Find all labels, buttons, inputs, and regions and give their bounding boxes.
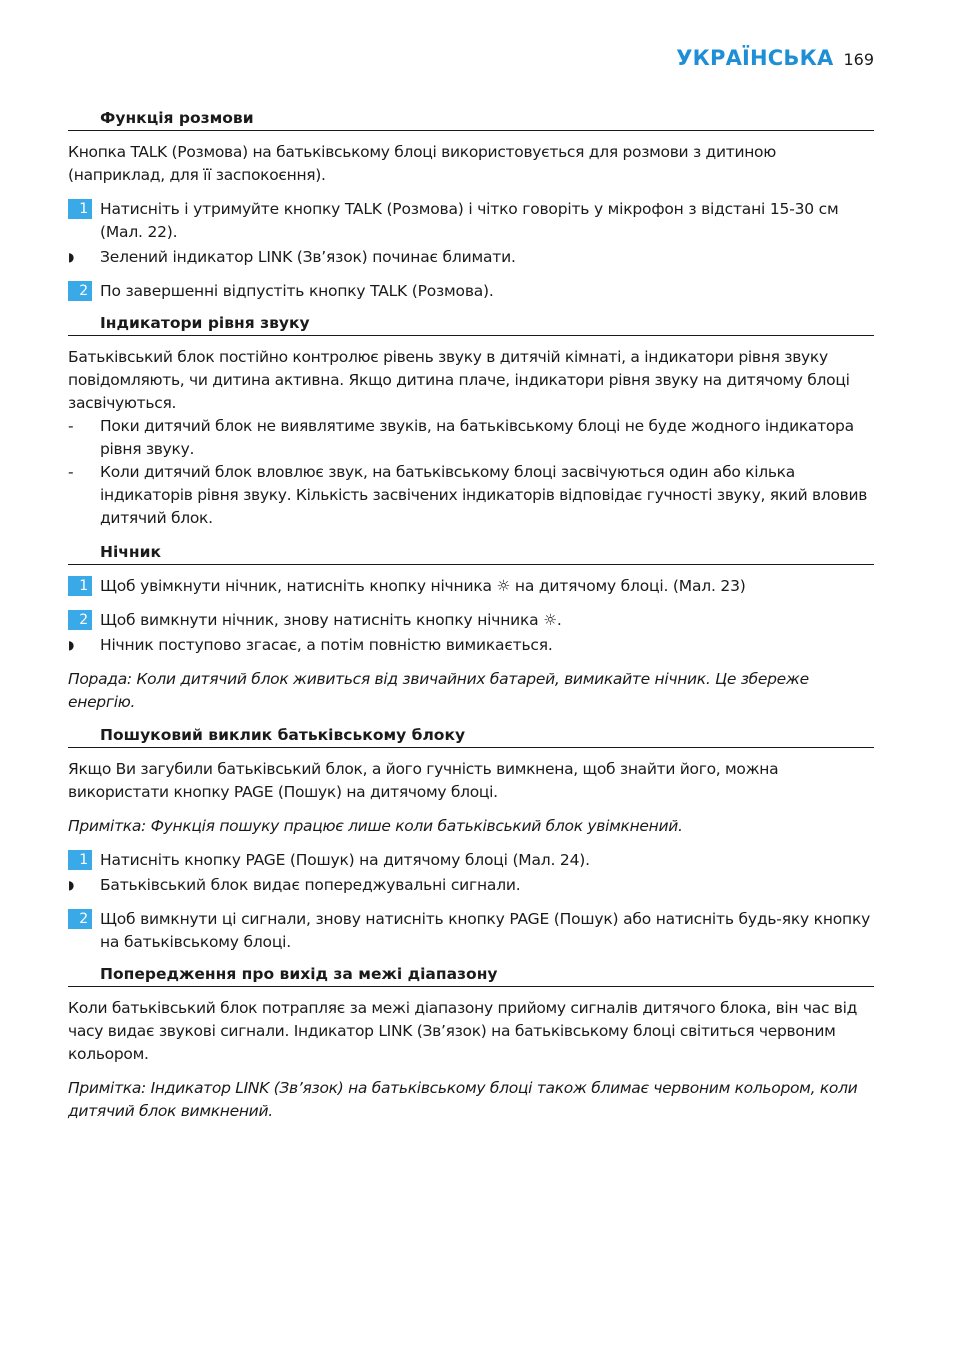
manual-content (68, 108, 874, 1134)
talk-step-2 (68, 280, 874, 303)
result-triangle-icon: ◗ (68, 878, 75, 892)
result-triangle-icon: ◗ (68, 638, 75, 652)
dash-bullet-icon: - (68, 417, 74, 435)
sound-bullet-1 (68, 415, 874, 461)
step-text: Щоб увімкнути нічник, натисніть кнопку нічника ☼ на дитячому блоці. (Мал. 23) (100, 577, 746, 595)
page-number: 169 (843, 50, 874, 69)
paging-intro: Якщо Ви загубили батьківський блок, а його гучність вимкнена, щоб знайти його, можна використати кнопку PAGE (Пошук) на дитячому блоці. (68, 760, 779, 801)
step-number-badge: 2 (68, 281, 92, 301)
step-number-badge: 1 (68, 850, 92, 870)
language-label: УКРАЇНСЬКА (676, 46, 834, 70)
result-text: Нічник поступово згасає, а потім повністю вимикається. (100, 636, 553, 654)
range-intro: Коли батьківський блок потрапляє за межі діапазону прийому сигналів дитячого блока, він час від часу видає звукові сигнали. Індикатор LINK (Зв’язок) на батьківському блоці світиться червоним кольором. (68, 999, 858, 1063)
page-header (676, 46, 874, 70)
step-text: Натисніть і утримуйте кнопку TALK (Розмова) і чітко говоріть у мікрофон з відстані 15-30 см (Мал. 22). (100, 200, 839, 241)
step-number-badge: 1 (68, 199, 92, 219)
step-number-badge: 2 (68, 610, 92, 630)
section-title-sound-level: Індикатори рівня звуку (68, 313, 874, 336)
step-text: Натисніть кнопку PAGE (Пошук) на дитячому блоці (Мал. 24). (100, 851, 590, 869)
section-title-out-of-range: Попередження про вихід за межі діапазону (68, 964, 874, 987)
result-triangle-icon: ◗ (68, 250, 75, 264)
step-number-badge: 1 (68, 576, 92, 596)
bullet-text: Коли дитячий блок вловлює звук, на батьківському блоці засвічуються один або кілька індикаторів рівня звуку. Кількість засвічених індикаторів відповідає гучності звуку, який вловив дитячий блок. (100, 463, 868, 527)
range-note: Примітка: Індикатор LINK (Зв’язок) на батьківському блоці також блимає червоним кольором, коли дитячий блок вимкнений. (68, 1079, 858, 1120)
sound-intro: Батьківський блок постійно контролює рівень звуку в дитячій кімнаті, а індикатори рівня звуку повідомляють, чи дитина активна. Якщо дитина плаче, індикатори рівня звуку на дитячому блоці засвічуються. (68, 348, 850, 412)
result-text: Батьківський блок видає попереджувальні сигнали. (100, 876, 521, 894)
result-text: Зелений індикатор LINK (Зв’язок) починає блимати. (100, 248, 516, 266)
nightlight-step-1 (68, 575, 874, 598)
paging-step-2 (68, 908, 874, 954)
nightlight-tip: Порада: Коли дитячий блок живиться від звичайних батарей, вимикайте нічник. Це збереже енергію. (68, 670, 809, 711)
talk-result-1 (68, 246, 874, 269)
step-text: По завершенні відпустіть кнопку TALK (Розмова). (100, 282, 494, 300)
paging-note: Примітка: Функція пошуку працює лише коли батьківський блок увімкнений. (68, 817, 683, 835)
step-number-badge: 2 (68, 909, 92, 929)
bullet-text: Поки дитячий блок не виявлятиме звуків, на батьківському блоці не буде жодного індикатора рівня звуку. (100, 417, 854, 458)
sound-bullet-2 (68, 461, 874, 530)
nightlight-step-2 (68, 609, 874, 632)
dash-bullet-icon: - (68, 463, 74, 481)
talk-intro: Кнопка TALK (Розмова) на батьківському блоці використовується для розмови з дитиною (наприклад, для її заспокоєння). (68, 143, 776, 184)
talk-step-1 (68, 198, 874, 244)
step-text: Щоб вимкнути ці сигнали, знову натисніть кнопку PAGE (Пошук) або натисніть будь-яку кнопку на батьківському блоці. (100, 910, 871, 951)
section-title-paging: Пошуковий виклик батьківському блоку (68, 725, 874, 748)
nightlight-result-2 (68, 634, 874, 657)
paging-step-1 (68, 849, 874, 872)
paging-result-1 (68, 874, 874, 897)
step-text: Щоб вимкнути нічник, знову натисніть кнопку нічника ☼. (100, 611, 562, 629)
section-title-nightlight: Нічник (68, 542, 874, 565)
section-title-talk: Функція розмови (68, 108, 874, 131)
